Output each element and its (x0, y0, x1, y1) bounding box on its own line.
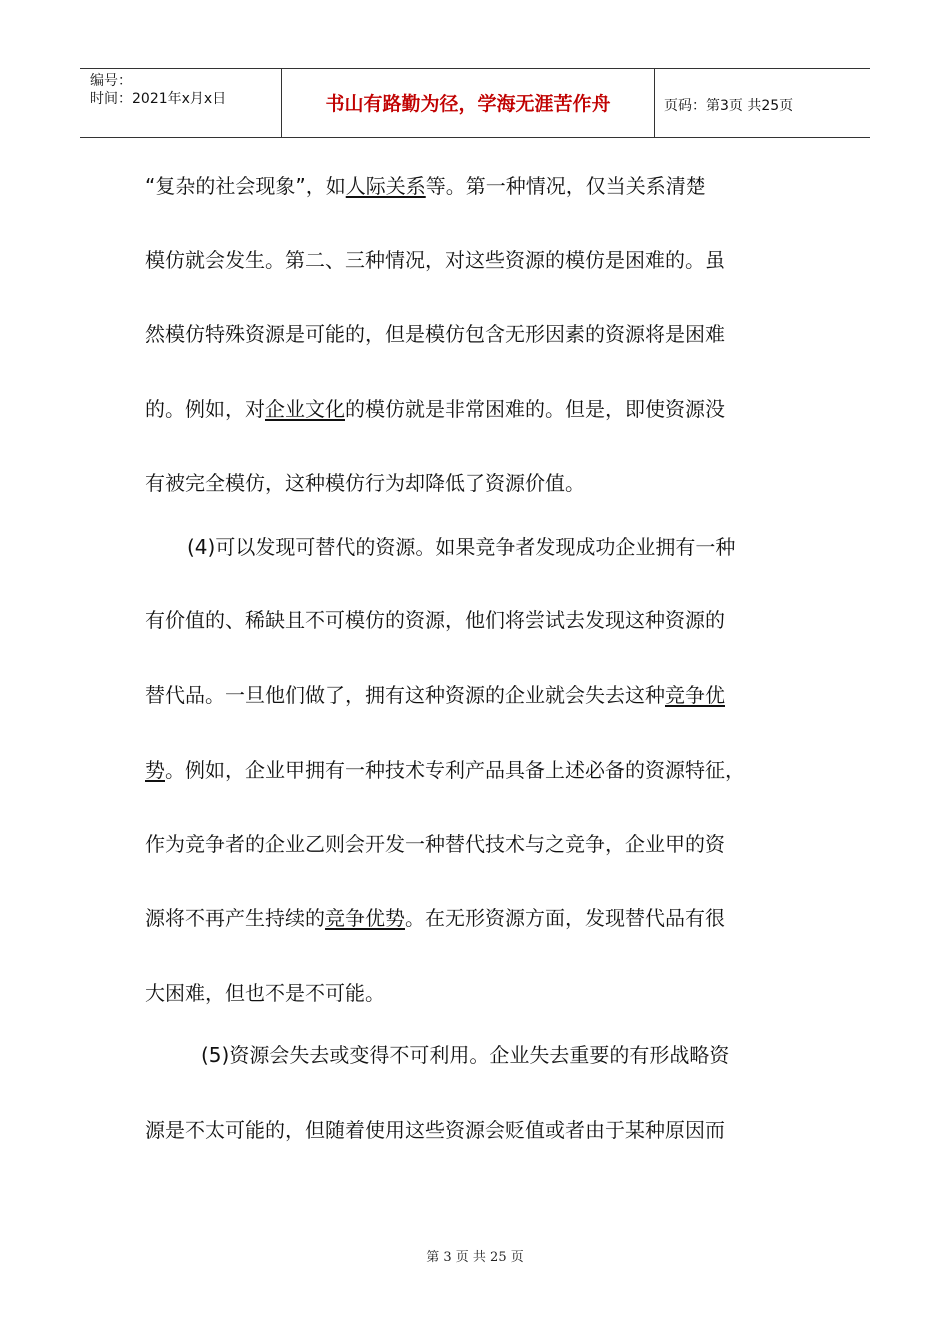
text-line: 有价值的、稀缺且不可模仿的资源，他们将尝试去发现这种资源的 (145, 608, 725, 632)
term-link[interactable]: 竞争优势 (325, 906, 405, 930)
text-line: 源将不再产生持续的竞争优势。在无形资源方面，发现替代品有很 (145, 906, 725, 930)
header-motto-cell (281, 69, 655, 137)
text-line: 势。例如，企业甲拥有一种技术专利产品具备上述必备的资源特征， (145, 758, 745, 782)
text-line: (5)资源会失去或变得不可利用。企业失去重要的有形战略资 (201, 1043, 730, 1067)
text-line: “复杂的社会现象”，如人际关系等。第一种情况，仅当关系清楚 (145, 174, 706, 198)
text-line: 作为竞争者的企业乙则会开发一种替代技术与之竞争，企业甲的资 (145, 832, 725, 856)
page-header (80, 68, 870, 138)
header-page-cell (654, 69, 870, 137)
header-page-info: 页码：第3页 共25页 (664, 98, 794, 114)
text-line: 替代品。一旦他们做了，拥有这种资源的企业就会失去这种竞争优 (145, 683, 725, 707)
header-motto: 书山有路勤为径，学海无涯苦作舟 (325, 93, 611, 115)
doc-date-label: 时间：2021年x月x日 (90, 91, 227, 107)
text-line: (4)可以发现可替代的资源。如果竞争者发现成功企业拥有一种 (187, 535, 736, 559)
header-meta-cell (80, 69, 281, 137)
term-link[interactable]: 人际关系 (345, 174, 426, 198)
doc-number-label: 编号： (90, 73, 132, 89)
text-line: 模仿就会发生。第二、三种情况，对这些资源的模仿是困难的。虽 (145, 248, 725, 272)
text-line: 然模仿特殊资源是可能的，但是模仿包含无形因素的资源将是困难 (145, 322, 725, 346)
text-line: 大困难，但也不是不可能。 (145, 981, 385, 1005)
page-footer: 第 3 页 共 25 页 (426, 1250, 524, 1265)
term-link[interactable]: 竞争优 (665, 683, 725, 707)
text-line: 的。例如，对企业文化的模仿就是非常困难的。但是，即使资源没 (145, 397, 725, 421)
text-line: 源是不太可能的，但随着使用这些资源会贬值或者由于某种原因而 (145, 1118, 725, 1142)
term-link[interactable]: 企业文化 (265, 397, 345, 421)
term-link[interactable]: 势 (145, 758, 165, 782)
text-line: 有被完全模仿，这种模仿行为却降低了资源价值。 (145, 471, 585, 495)
